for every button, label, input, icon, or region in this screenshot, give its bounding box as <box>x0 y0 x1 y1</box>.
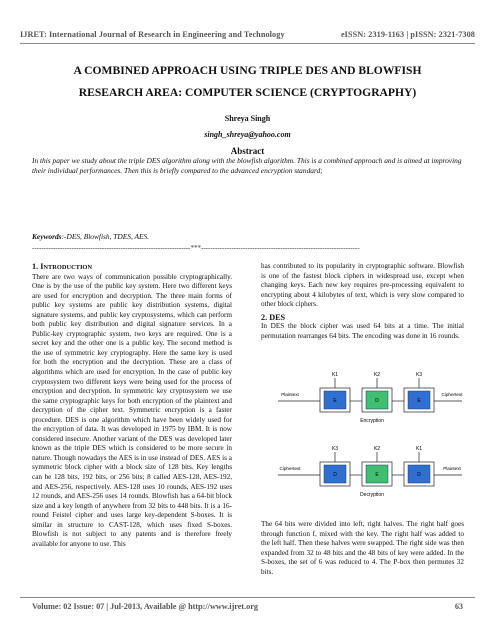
encryption-block-label: E <box>333 398 337 404</box>
keywords-text: :-DES, Blowfish, TDES, AES. <box>61 232 150 241</box>
after-figure-text <box>261 520 464 577</box>
footer-rule <box>20 597 475 598</box>
decryption-key-label: K2 <box>373 446 381 452</box>
journal-issn: eISSN: 2319-1163 | pISSN: 2321-7308 <box>340 30 475 39</box>
keywords <box>32 232 149 241</box>
page-number: 63 <box>454 602 463 611</box>
paper-subtitle: RESEARCH AREA: COMPUTER SCIENCE (CRYPTOGRAPHY) <box>78 86 417 99</box>
intro-continued-paragraph: has contributed to its popularity in cryptographic software. Blowfish is one of the fastest block ciphers in widespread use, except when changing keys. Each new key requires pre-processing equivalent to encrypting about 4 kilobytes of text, which is very slow compared to other block ciphers. <box>261 262 464 309</box>
encryption-key-label: K1 <box>331 372 339 378</box>
des-heading: 2. DES <box>261 312 286 322</box>
decryption-input-label: Ciphertext <box>279 466 301 471</box>
page-footer <box>32 602 463 611</box>
encryption-caption: Encryption <box>360 418 384 424</box>
encryption-block-label: D <box>375 398 379 404</box>
encryption-output-label: Ciphertext <box>441 392 463 397</box>
header-rule <box>20 43 475 44</box>
keywords-label: Keywords <box>32 232 62 241</box>
intro-paragraph: There are two ways of communication possible cryptographically. One is by the use of the public key system. Here two different keys are used for encryption and decryption. The three main forms of public key systems are public key distribution systems, digital signature systems, and public key cryptosystems, which can perform both public key distribution and digital signature services. In a Public-key cryptographic system, two keys are required. One is a secret key and the other one is a public key. The second method is the use of symmetric key cryptography. Here the same key is used for both the encryption and the decryption. These are a class of algorithms which are used for encryption. In the case of public key cryptosystem two different keys were being used for the process of encryption and decryption. In symmetric key cryptosystem we use the same cryptographic keys for both encryption of the plaintext and decryption of the cipher text. Symmetric encryption is a faster procedure. DES is one algorithm which have been widely used for the encryption of data. It was developed in 1975 by IBM. It is now considered insecure. Another variant of the DES was developed later known as the triple DES which is considered to be more secure in nature. Though nowadays the AES is in use instead of DES. AES is a symmetric block cipher with a block size of 128 bits. Key lengths can be 128 bits, 192 bits, or 256 bits; 8 called AES-128, AES-192, and AES-256, respectively. AES-128 uses 10 rounds, AES-192 uses 12 rounds, and AES-256 uses 14 rounds. Blowfish has a 64-bit block size and a key length of anywhere from 32 bits to 448 bits. It is a 16-round Feistel cipher and uses large key-dependent S-boxes. It is similar in structure to CAST-128, which uses fixed S-boxes. Blowfish is not subject to any patents and is therefore freely available for anyone to use. This <box>32 272 232 548</box>
encryption-key-label: K3 <box>415 372 423 378</box>
decryption-block-label: E <box>375 472 379 478</box>
decryption-block-label: D <box>333 472 337 478</box>
left-column <box>32 262 232 549</box>
right-column <box>261 262 464 341</box>
encryption-key-label: K2 <box>373 372 381 378</box>
decryption-key-label: K1 <box>415 446 423 452</box>
encryption-input-label: Plaintext <box>281 392 299 397</box>
author-name: Shreya Singh <box>224 114 271 123</box>
intro-heading: 1. INTRODUCTION <box>32 262 93 271</box>
decryption-block-label: D <box>417 472 421 478</box>
abstract-text: In this paper we study about the triple DES algorithm along with the blowfish algorithm. This is a combined approach and is aimed at improving their individual performances. Then this is briefly compared to the advanced encryption standard; <box>32 156 462 175</box>
encryption-block-label: E <box>417 398 421 404</box>
des-paragraph: In DES the block cipher was used 64 bits at a time. The initial permutation rearranges 64 bits. The encoding was done in 16 rounds. <box>261 322 464 340</box>
tdes-figure <box>276 372 466 512</box>
section-separator: --------------------------------------------------------------------***-------------------------------------------------------------------- <box>32 244 360 252</box>
footer-volume: Volume: 02 Issue: 07 | Jul-2013, Available @ http://www.ijret.org <box>32 602 259 611</box>
journal-name: IJRET: International Journal of Research in Engineering and Technology <box>20 30 285 39</box>
paper-title: A COMBINED APPROACH USING TRIPLE DES AND BLOWFISH <box>73 64 422 77</box>
des-round-paragraph: The 64 bits were divided into left, right halves. The right half goes through function f, mixed with the key. The right half was added to the left half. Then these halves were swapped. The right side was then expanded from 32 to 48 bits and the 48 bits of key were added. In the S-boxes, the set of 6 was reduced to 4. The P-box then permutes 32 bits. <box>261 520 464 576</box>
encryption-diagram <box>278 372 463 424</box>
decryption-caption: Decryption <box>360 492 384 498</box>
abstract-heading: Abstract <box>230 146 265 156</box>
decryption-output-label: Plaintext <box>443 466 461 471</box>
journal-header <box>20 30 475 39</box>
decryption-key-label: K3 <box>331 446 339 452</box>
author-email[interactable]: singh_shreya@yahoo.com <box>204 130 291 139</box>
decryption-diagram <box>278 446 462 498</box>
